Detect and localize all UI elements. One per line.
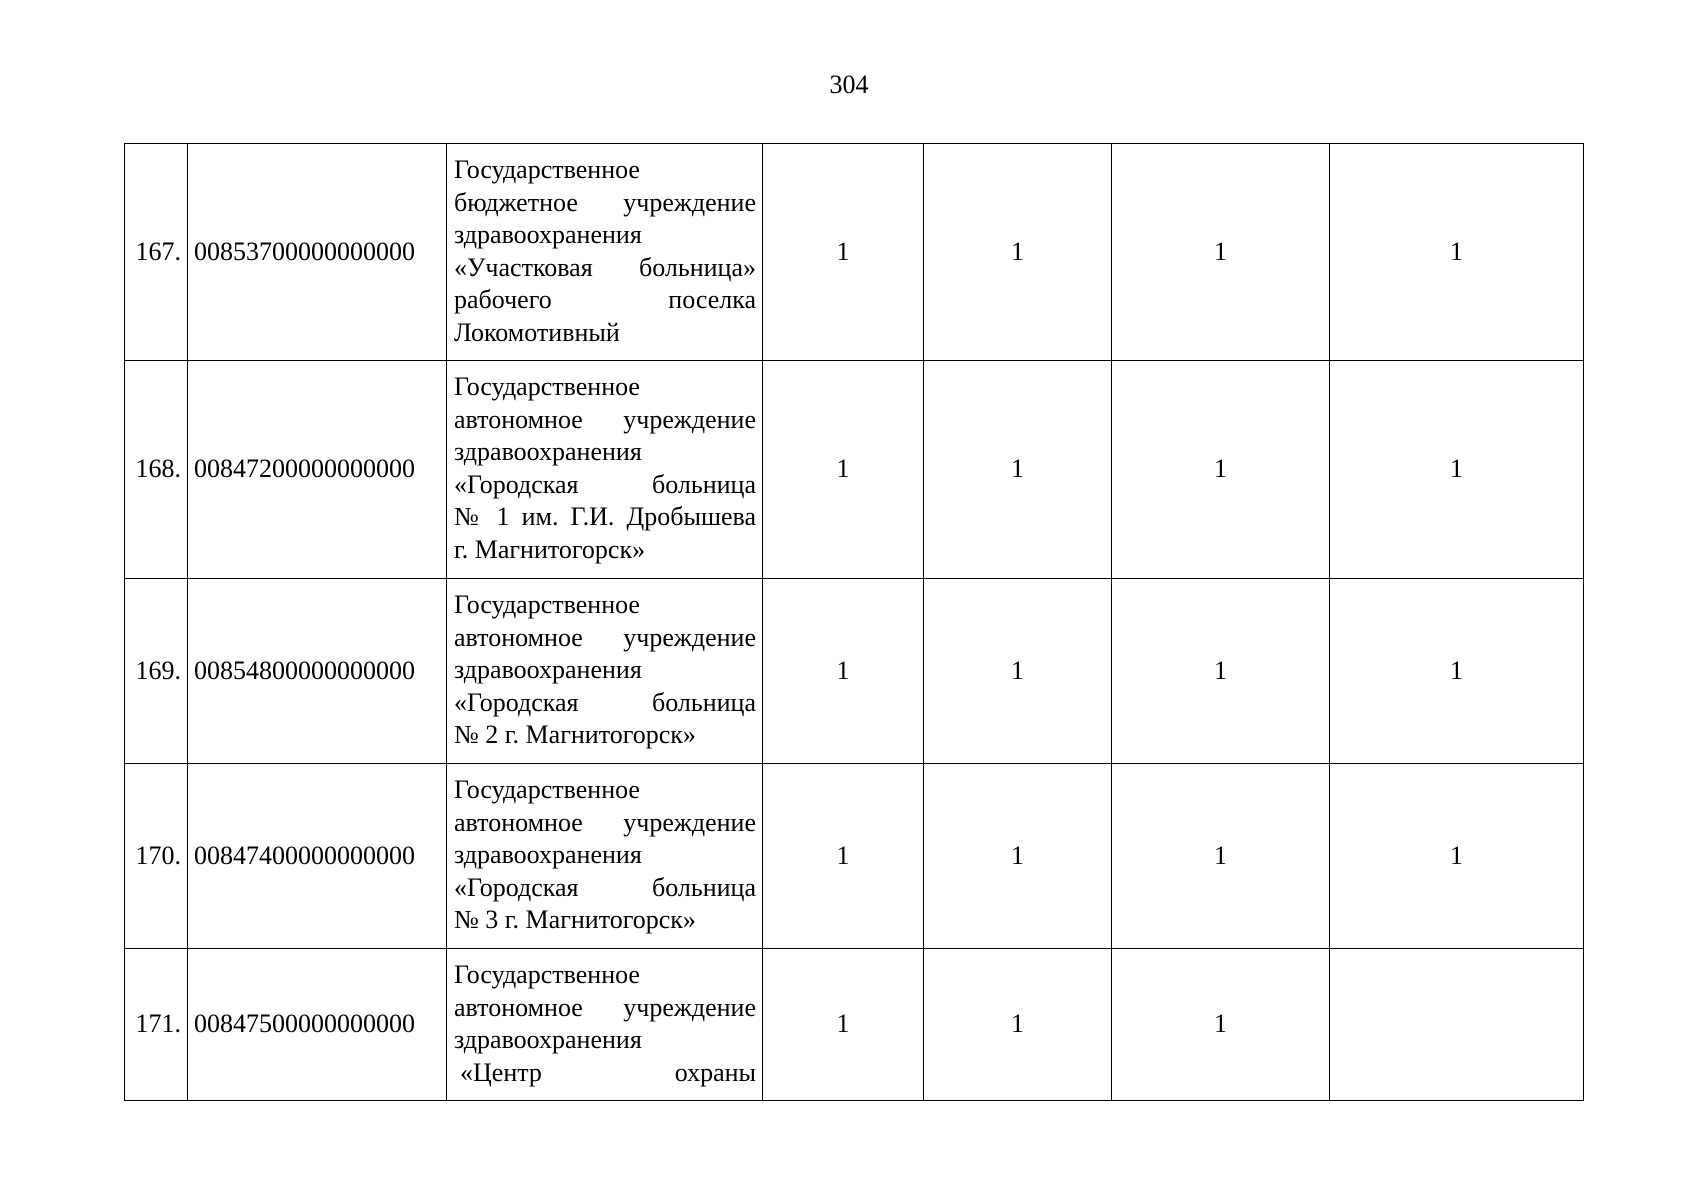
register-table: [124, 143, 1584, 1101]
institution-code: 00853700000000000: [188, 144, 447, 361]
institution-name-line: автономное учреждение: [454, 622, 756, 652]
institution-name: [447, 949, 763, 1101]
value-cell: 1: [1112, 949, 1330, 1101]
value-cell: 1: [763, 361, 924, 579]
value-cell: 1: [924, 579, 1112, 764]
institution-name-line: рабочего поселка: [454, 285, 756, 315]
institution-name-line: Государственное: [454, 590, 640, 619]
page-number: 304: [829, 70, 869, 99]
value-cell: 1: [924, 949, 1112, 1101]
institution-name-line: здравоохранения: [454, 437, 642, 467]
institution-name-line: автономное учреждение: [454, 404, 756, 434]
value-cell: 1: [924, 764, 1112, 949]
row-number: 169.: [125, 579, 188, 764]
value-cell: 1: [1112, 764, 1330, 949]
institution-name-line: № 2 г. Магнитогорск»: [454, 720, 696, 750]
institution-name: [447, 144, 763, 361]
table-row: [125, 579, 1584, 764]
institution-name-line: Государственное: [454, 775, 640, 804]
value-cell: 1: [763, 949, 924, 1101]
table-row: [125, 949, 1584, 1101]
row-number: 170.: [125, 764, 188, 949]
institution-code: 00847200000000000: [188, 361, 447, 579]
table-row: [125, 764, 1584, 949]
institution-name-line: Государственное: [454, 372, 640, 401]
institution-name: [447, 361, 763, 579]
table-row: [125, 144, 1584, 361]
value-cell: 1: [763, 144, 924, 361]
value-cell: 1: [763, 579, 924, 764]
institution-name-line: «Центр охраны: [460, 1057, 756, 1087]
institution-name-line: Локомотивный: [454, 317, 620, 347]
institution-name-line: № 1 им. Г.И. Дробышева: [454, 502, 756, 532]
value-cell: 1: [763, 764, 924, 949]
institution-name-line: Государственное: [454, 155, 640, 184]
institution-name-line: здравоохранения: [454, 1025, 642, 1055]
value-cell: 1: [1330, 144, 1584, 361]
institution-name: [447, 579, 763, 764]
institution-name-line: Государственное: [454, 960, 640, 989]
institution-name-line: здравоохранения: [454, 655, 642, 685]
value-cell: 1: [924, 144, 1112, 361]
value-cell: 1: [1112, 144, 1330, 361]
institution-name-line: «Городская больница: [454, 469, 756, 499]
value-cell: [1330, 949, 1584, 1101]
institution-code: 00854800000000000: [188, 579, 447, 764]
institution-name-line: бюджетное учреждение: [454, 187, 756, 217]
value-cell: 1: [1112, 361, 1330, 579]
institution-name-line: г. Магнитогорск»: [454, 534, 646, 564]
row-number: 167.: [125, 144, 188, 361]
row-number: 168.: [125, 361, 188, 579]
value-cell: 1: [1112, 579, 1330, 764]
value-cell: 1: [1330, 361, 1584, 579]
value-cell: 1: [924, 361, 1112, 579]
institution-name-line: здравоохранения: [454, 840, 642, 870]
institution-name: [447, 764, 763, 949]
institution-name-line: «Городская больница: [454, 872, 756, 902]
institution-name-line: «Участковая больница»: [454, 252, 756, 282]
institution-name-line: № 3 г. Магнитогорск»: [454, 905, 696, 935]
institution-code: 00847400000000000: [188, 764, 447, 949]
value-cell: 1: [1330, 764, 1584, 949]
value-cell: 1: [1330, 579, 1584, 764]
institution-name-line: «Городская больница: [454, 687, 756, 717]
institution-name-line: автономное учреждение: [454, 807, 756, 837]
institution-code: 00847500000000000: [188, 949, 447, 1101]
table-row: [125, 361, 1584, 579]
row-number: 171.: [125, 949, 188, 1101]
institution-name-line: здравоохранения: [454, 220, 642, 250]
institution-name-line: автономное учреждение: [454, 992, 756, 1022]
